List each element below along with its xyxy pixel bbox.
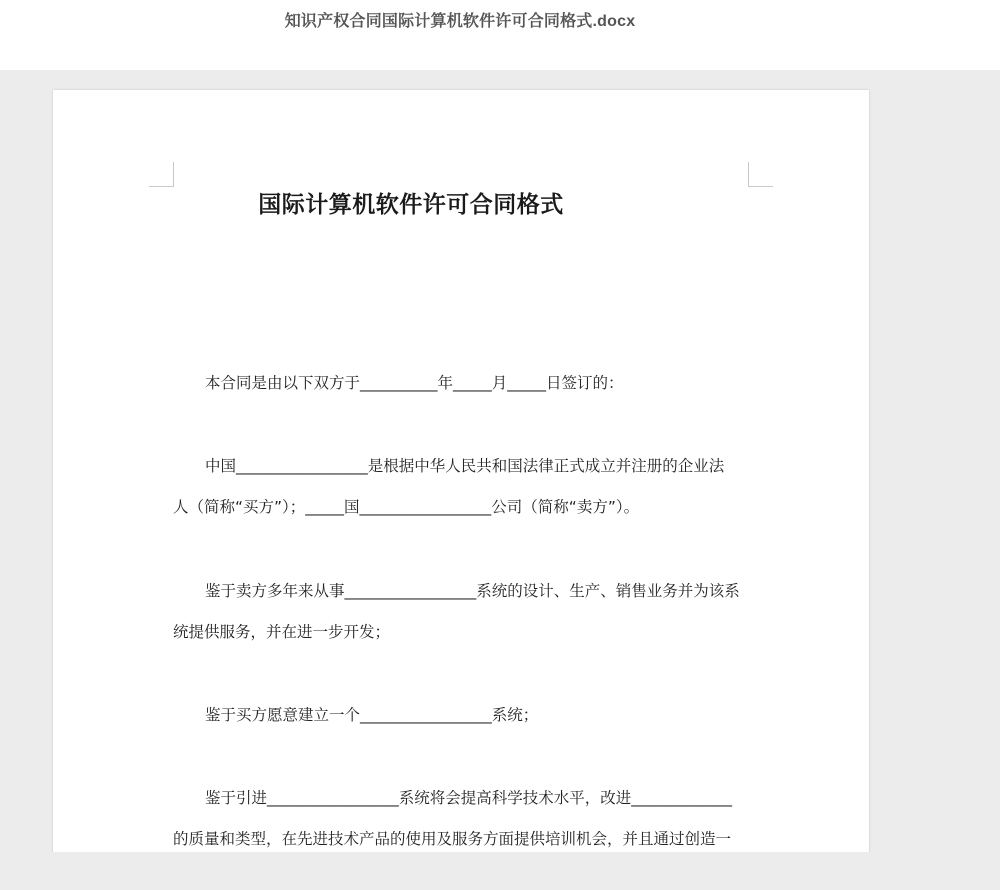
paragraph-line: 鉴于卖方多年来从事_________________系统的设计、生产、销售业务并为该系 — [205, 582, 740, 600]
document-title: 国际计算机软件许可合同格式 — [258, 192, 564, 218]
bottom-bar — [0, 852, 1000, 890]
paragraph-line: 鉴于买方愿意建立一个_________________系统； — [205, 706, 539, 724]
paragraph-line: 统提供服务，并在进一步开发； — [173, 623, 391, 641]
document-filename: 知识产权合同国际计算机软件许可合同格式.docx — [284, 13, 636, 30]
margin-corner-mark-left — [149, 162, 174, 187]
document-header-bar — [0, 0, 1000, 70]
paragraph-line: 人（简称“买方”）；_____国_________________公司（简称“卖方”）。 — [173, 498, 640, 516]
margin-corner-mark-right — [748, 162, 773, 187]
paragraph-line: 的质量和类型，在先进技术产品的使用及服务方面提供培训机会，并且通过创造一 — [173, 830, 732, 848]
paragraph-line: 中国_________________是根据中华人民共和国法律正式成立并注册的企业法 — [205, 457, 725, 475]
document-page — [53, 90, 869, 880]
paragraph-line: 鉴于引进_________________系统将会提高科学技术水平，改进_____________ — [205, 789, 733, 807]
paragraph-line: 本合同是由以下双方于__________年_____月_____日签订的： — [205, 374, 624, 392]
